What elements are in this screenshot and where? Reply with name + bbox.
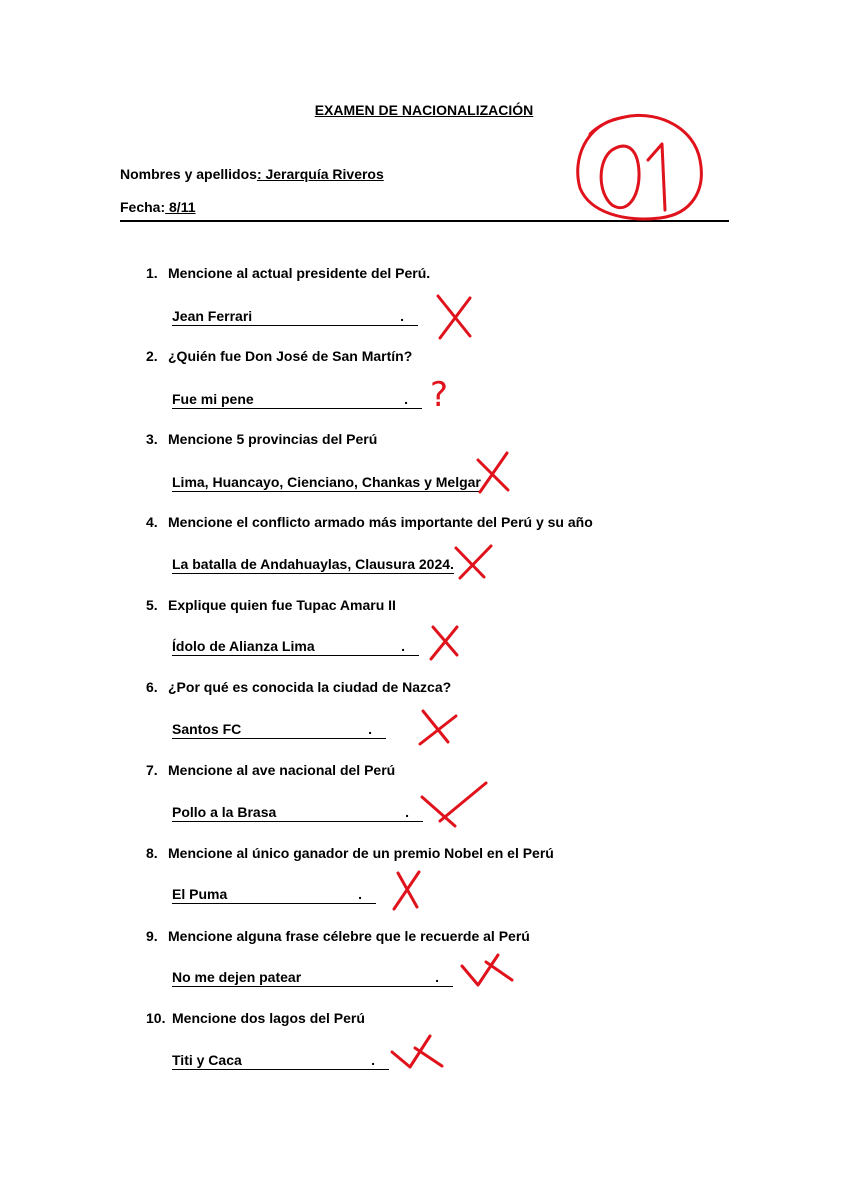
question-mark-icon: ?: [430, 375, 449, 415]
x-icon: [438, 296, 470, 338]
question-9: 9. Mencione alguna frase célebre que le recuerde al Perú: [146, 928, 530, 944]
question-2: 2. ¿Quién fue Don José de San Martín?: [146, 348, 413, 364]
question-8: 8. Mencione al único ganador de un premio Nobel en el Perú: [146, 845, 554, 861]
x-icon: [420, 711, 456, 744]
exam-title: EXAMEN DE NACIONALIZACIÓN: [314, 102, 534, 118]
name-label: Nombres y apellidos: [120, 166, 257, 182]
answer-5: Ídolo de Alianza Lima .: [172, 638, 419, 656]
header-rule: [120, 220, 729, 222]
date-label: Fecha:: [120, 199, 166, 215]
x-icon: [394, 872, 419, 909]
circled-score-icon: [578, 115, 702, 219]
question-5: 5. Explique quien fue Tupac Amaru II: [146, 597, 396, 613]
name-value: : Jerarquía Riveros: [256, 166, 384, 182]
x-icon: [478, 453, 508, 492]
question-3: 3. Mencione 5 provincias del Perú: [146, 431, 378, 447]
answer-9: No me dejen patear .: [172, 969, 453, 987]
answer-1: Jean Ferrari .: [172, 308, 418, 326]
date-value: 8/11: [165, 199, 196, 215]
x-icon: [462, 955, 512, 985]
answer-7: Pollo a la Brasa .: [172, 804, 423, 822]
question-6: 6. ¿Por qué es conocida la ciudad de Nazca?: [146, 679, 452, 695]
x-icon: [422, 783, 486, 826]
question-4: 4. Mencione el conflicto armado más importante del Perú y su año: [146, 514, 593, 530]
x-icon: [392, 1036, 442, 1067]
date-line: [120, 199, 196, 215]
answer-4: La batalla de Andahuaylas, Clausura 2024.: [172, 556, 454, 572]
question-7: 7. Mencione al ave nacional del Perú: [146, 762, 396, 778]
answer-3: Lima, Huancayo, Cienciano, Chankas y Melgar: [172, 474, 481, 490]
question-10: 10. Mencione dos lagos del Perú: [146, 1010, 365, 1026]
answer-10: Titi y Caca .: [172, 1052, 389, 1070]
answer-8: El Puma .: [172, 886, 376, 904]
x-icon: [431, 627, 457, 659]
question-1: 1. Mencione al actual presidente del Perú.: [146, 265, 431, 281]
answer-6: Santos FC .: [172, 721, 386, 739]
answer-2: Fue mi pene .: [172, 391, 422, 409]
name-line: [120, 166, 384, 182]
x-icon: [456, 546, 491, 578]
